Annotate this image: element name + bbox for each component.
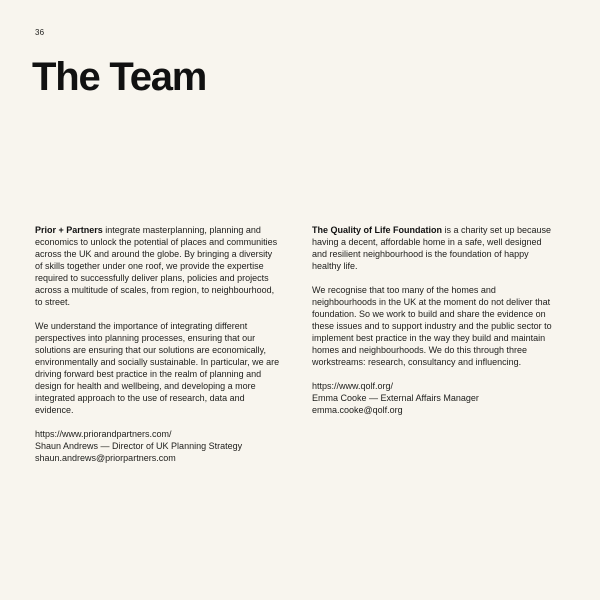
prior-partners-paragraph: We understand the importance of integrating different perspectives into planning processes, ensuring that our solutions are ensuring that our solutions are economically, environmentally and socially sustainable. In particular, we are driving forward best practice in the realm of planning and design for health and wellbeing, and developing a more integrated approach to the use of research, data and evidence.: [35, 321, 280, 415]
prior-partners-contact-name: Shaun Andrews — Director of UK Planning Strategy: [35, 441, 243, 451]
qolf-intro: [312, 224, 558, 272]
prior-partners-column: [35, 224, 281, 476]
page-number: 36: [35, 28, 45, 37]
qolf-intro-text: is a charity set up because having a decent, affordable home in a safe, well designed and resilient neighbourhood is the foundation of happy healthy life.: [312, 225, 552, 271]
prior-partners-website[interactable]: https://www.priorandpartners.com/: [35, 429, 172, 439]
page-title: The Team: [32, 55, 207, 99]
prior-partners-intro: [35, 224, 281, 308]
qolf-contact-block: [312, 380, 558, 416]
qolf-email[interactable]: emma.cooke@qolf.org: [312, 405, 403, 415]
qolf-paragraph: We recognise that too many of the homes and neighbourhoods in the UK at the moment do not deliver that foundation. So we work to build and share the evidence on these issues and to support industry and the public sector to implement best practice in the way they build and maintain homes and neighbourhoods. We do this through three workstreams: research, consultancy and influencing.: [312, 285, 552, 367]
prior-partners-contact-block: [35, 428, 281, 464]
qolf-contact-name: Emma Cooke — External Affairs Manager: [312, 393, 479, 403]
prior-partners-email[interactable]: shaun.andrews@priorpartners.com: [35, 453, 176, 463]
prior-partners-name: Prior + Partners: [35, 225, 103, 235]
qolf-name: The Quality of Life Foundation: [312, 225, 442, 235]
prior-partners-intro-text: integrate masterplanning, planning and economics to unlock the potential of places and communities across the UK and around the globe. By bringing a diversity of skills together under one roof, we provide the expertise required to successfully deliver plans, policies and projects across a multitude of scales, from region, to neighbourhood, to street.: [35, 225, 278, 307]
qolf-website[interactable]: https://www.qolf.org/: [312, 381, 394, 391]
qolf-column: [312, 224, 558, 428]
